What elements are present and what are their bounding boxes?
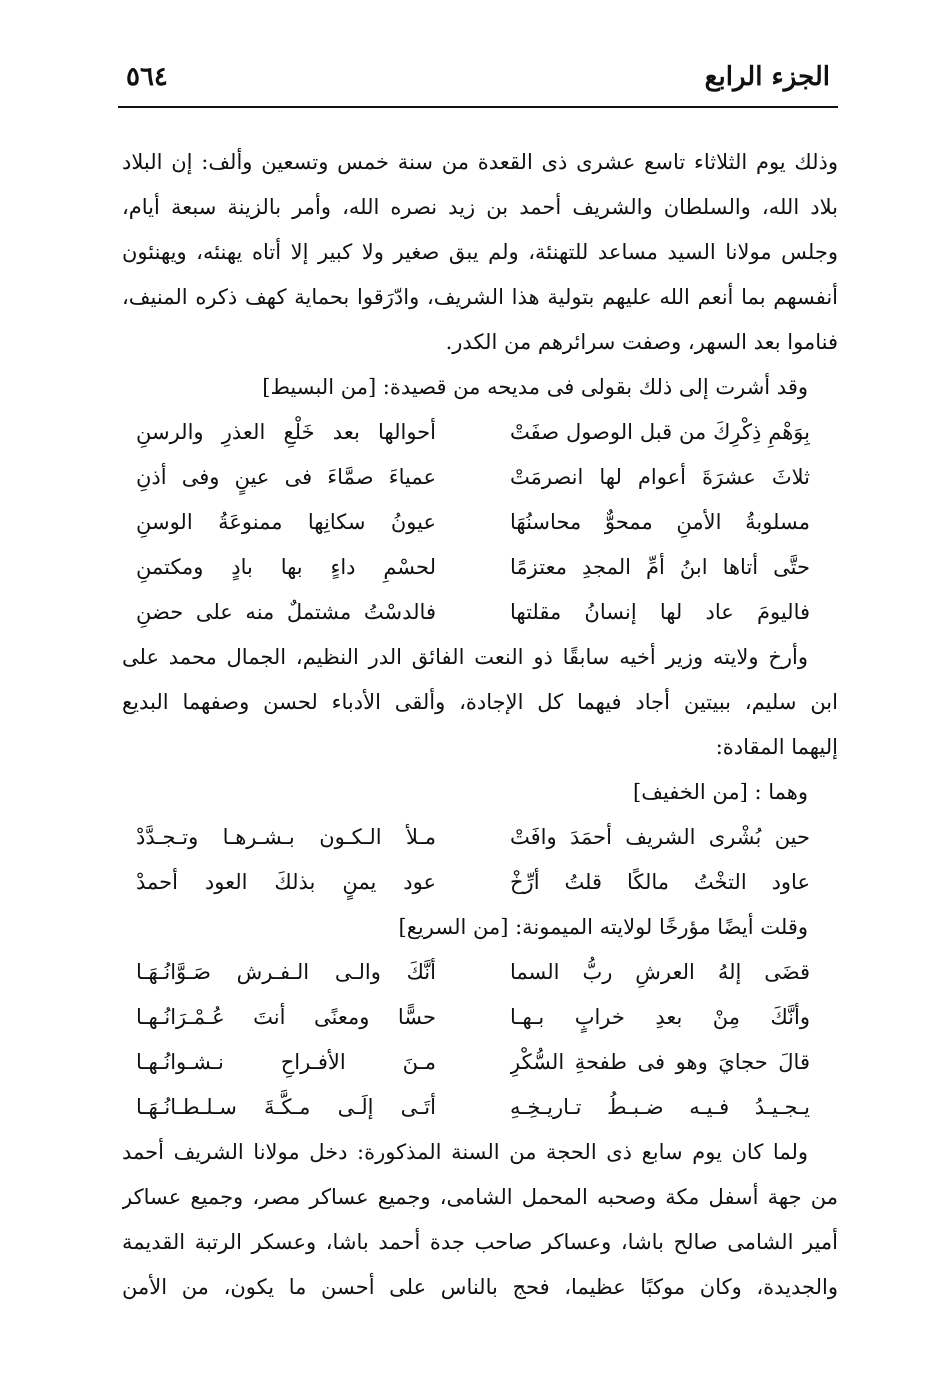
verse-first-hemistich: ثلاثَ عشرَةَ أعوام لها انصرمَتْ [510, 465, 810, 489]
verse-first-hemistich: حتَّى أتاها ابنُ أمِّ المجدِ معتزمًا [510, 555, 810, 579]
paragraph-line: أمير الشامى صالح باشا، وعساكر صاحب جدة أحمد باشا، وعسكر الرتبة القديمة [122, 1230, 838, 1254]
poem-verse [122, 545, 838, 590]
paragraph-line: ولما كان يوم سابع ذى الحجة من السنة المذكورة: دخل مولانا الشريف أحمد [122, 1140, 808, 1164]
verse-first-hemistich: قضَى إلهُ العرشِ ربُّ السما [510, 960, 810, 984]
poem-intro: وقد أشرت إلى ذلك بقولى فى مديحه من قصيدة: [من البسيط] [262, 375, 808, 399]
verse-second-hemistich: فالدسْتُ مشتملٌ منه على حضنِ [136, 600, 436, 624]
verse-first-hemistich: عاود التخْتُ مالكًا قلتُ أرِّخْ [510, 870, 810, 894]
poem-verse [122, 1040, 838, 1085]
verse-second-hemistich: أتَـى إلَـى مـكَّـةَ سـلـطـانُـهَـا [136, 1095, 436, 1119]
verse-first-hemistich: يـجـيـدُ فـيـه ضـبـطُ تـاريـخِـهِ [510, 1095, 810, 1119]
verse-second-hemistich: مـلأ الـكـون بـشـرهـا وتـجـدَّدْ [136, 825, 436, 849]
verse-second-hemistich: عمياءَ صمَّاءَ فى عينٍ وفى أذنِ [136, 465, 436, 489]
page-body [122, 140, 838, 1310]
poem-intro: وهما : [من الخفيف] [633, 780, 808, 804]
volume-title: الجزء الرابع [704, 62, 830, 92]
paragraph-line: والجديدة، وكان موكبًا عظيما، فحج بالناس على أحسن ما يكون، من الأمن [122, 1275, 838, 1299]
verse-first-hemistich: فاليومَ عاد لها إنسانُ مقلتها [510, 600, 810, 624]
paragraph-line: بلاد الله، والسلطان والشريف أحمد بن زيد نصره الله، وأمر بالزينة سبعة أيام، [122, 195, 838, 219]
verse-second-hemistich: لحسْمِ داءٍ بها بادٍ ومكتمنِ [136, 555, 436, 579]
verse-second-hemistich: أنَّكَ والـى الـفـرش صَـوَّانُـهَـا [136, 960, 436, 984]
poem-verse [122, 410, 838, 455]
verse-first-hemistich: مسلوبةُ الأمنِ ممحوٌّ محاسنُهَا [510, 510, 810, 534]
running-header [118, 60, 838, 108]
paragraph-line: من جهة أسفل مكة وصحبه المحمل الشامى، وجميع عساكر مصر، وجميع عساكر [122, 1185, 838, 1209]
poem-verse [122, 455, 838, 500]
paragraph-line: فناموا بعد السهر، وصفت سرائرهم من الكدر. [445, 330, 838, 354]
verse-second-hemistich: حسًّا ومعنًى أنتَ عُـمْـرَانُـهـا [136, 1005, 436, 1029]
poem-verse [122, 950, 838, 995]
verse-first-hemistich: بِوَهْمِ ذِكْرِكَ من قبل الوصول صفَتْ [510, 420, 810, 444]
verse-second-hemistich: مـنَ الأفـراحِ نـشـوانُـهـا [136, 1050, 436, 1074]
paragraph-line: وجلس مولانا السيد مساعد للتهنئة، ولم يبق صغير ولا كبير إلا أتاه يهنئه، ويهنئون [122, 240, 838, 264]
page-number: ٥٦٤ [126, 62, 168, 92]
paragraph-line: إليهما المقادة: [715, 735, 838, 759]
verse-second-hemistich: عود يمنٍ بذلكَ العود أحمدْ [136, 870, 436, 894]
poem-verse [122, 995, 838, 1040]
poem-verse [122, 590, 838, 635]
verse-second-hemistich: عيونُ سكانِها ممنوعَةُ الوسنِ [136, 510, 436, 534]
poem-verse [122, 1085, 838, 1130]
poem-intro: وقلت أيضًا مؤرخًا لولايته الميمونة: [من السريع] [398, 915, 808, 939]
verse-second-hemistich: أحوالها بعد خَلْعِ العذرِ والرسنِ [136, 420, 436, 444]
poem-verse [122, 860, 838, 905]
verse-first-hemistich: قالَ حجايَ وهو فى طفحةِ السُّكْرِ [510, 1050, 810, 1074]
paragraph-line: ابن سليم، ببيتين أجاد فيهما كل الإجادة، وألقى الأدباء لحسن وصفهما البديع [122, 690, 838, 714]
poem-verse [122, 815, 838, 860]
verse-first-hemistich: حين بُشْرى الشريف أحمَدَ وافَتْ [510, 825, 810, 849]
poem-verse [122, 500, 838, 545]
paragraph-line: أنفسهم بما أنعم الله عليهم بتولية هذا الشريف، وادّرَقوا بحماية كهف ذكره المنيف، [122, 285, 838, 309]
paragraph-line: وذلك يوم الثلاثاء تاسع عشرى ذى القعدة من سنة خمس وتسعين وألف: إن البلاد [122, 150, 838, 174]
verse-first-hemistich: وأنَّكَ مِنْ بعدِ خرابٍ بـهـا [510, 1005, 810, 1029]
paragraph-line: وأرخ ولايته وزير أخيه سابقًا ذو النعت الفائق الدر النظيم، الجمال محمد على [122, 645, 808, 669]
